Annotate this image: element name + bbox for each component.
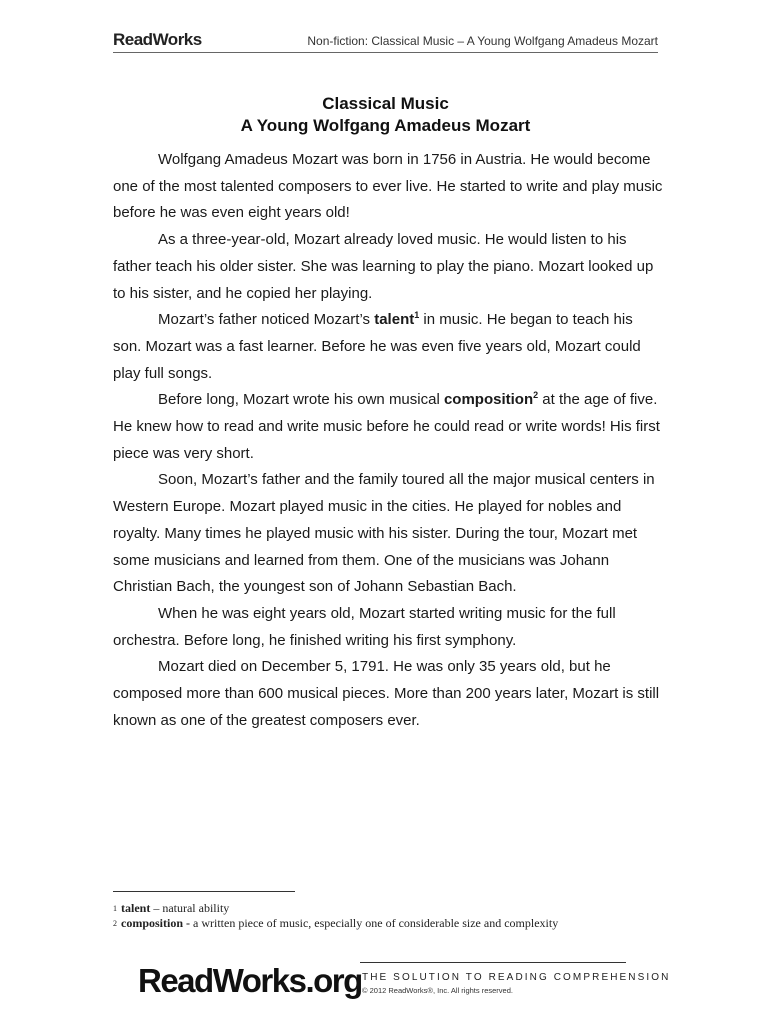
footnote-ref-1: 1 [414, 310, 420, 321]
readworks-logo: ReadWorks [113, 30, 202, 49]
paragraph-3-text: Mozart’s father noticed Mozart’s [158, 311, 375, 329]
footnote-1 [113, 901, 673, 916]
paragraph-6: When he was eight years old, Mozart started writing music for the full orchestra. Before long, he finished writing his first symphony. [113, 604, 616, 649]
vocab-term-composition: composition [443, 391, 534, 409]
paragraph-5: Soon, Mozart’s father and the family toured all the major musical centers in Western Europe. Mozart played music in the cities. He played for nobles and royalty. Many times he played music with his sister. During the tour, Mozart met some musicians and learned from them. One of the musicians was Johann Christian Bach, the youngest son of Johann Sebastian Bach. [113, 471, 655, 596]
footnote-divider [113, 891, 295, 892]
article-subtitle: A Young Wolfgang Amadeus Mozart [240, 116, 531, 135]
footnote-definition: a written piece of music, especially one of considerable size and complexity [190, 916, 559, 930]
page-header [113, 30, 658, 53]
paragraph-4 [113, 387, 663, 467]
footer-tagline: THE SOLUTION TO READING COMPREHENSION [362, 972, 671, 983]
paragraph-3-text-end: in music. He began to teach his son. Mozart was a fast learner. Before he was even five years old, Mozart could play full songs. [113, 311, 641, 382]
paragraph-2: As a three-year-old, Mozart already loved music. He would listen to his father teach his older sister. She was learning to play the piano. Mozart looked up to his sister, and he copied her playing. [113, 231, 654, 302]
footnote-term: composition - [121, 916, 190, 930]
paragraph-3 [113, 307, 663, 387]
footer-divider [360, 962, 626, 963]
footer-copyright: © 2012 ReadWorks®, Inc. All rights reserved. [362, 986, 513, 995]
readworks-org-logo: ReadWorks.org [138, 962, 362, 999]
footnote-term: talent [121, 901, 151, 915]
footnote-ref-2: 2 [533, 390, 539, 401]
footnotes [113, 901, 673, 931]
article-title: Classical Music [322, 94, 449, 113]
paragraph-4-text-end: at the age of five. He knew how to read and write music before he could read or write words! His first piece was very short. [113, 391, 660, 462]
article-body [113, 147, 663, 734]
article-titles [113, 93, 658, 137]
paragraph-4-text: Before long, Mozart wrote his own musical [158, 391, 444, 409]
paragraph-1: Wolfgang Amadeus Mozart was born in 1756 in Austria. He would become one of the most talented composers to ever live. He started to write and play music before he was even eight years old! [113, 151, 663, 222]
footnote-2 [113, 916, 673, 931]
footnote-number: 2 [113, 919, 117, 928]
vocab-term-talent: talent [374, 311, 415, 329]
footnote-definition: – natural ability [150, 901, 230, 915]
running-title: Non-fiction: Classical Music – A Young Wolfgang Amadeus Mozart [307, 34, 658, 48]
paragraph-7: Mozart died on December 5, 1791. He was only 35 years old, but he composed more than 600 musical pieces. More than 200 years later, Mozart is still known as one of the greatest composers ever. [113, 658, 660, 729]
footnote-number: 1 [113, 904, 117, 913]
